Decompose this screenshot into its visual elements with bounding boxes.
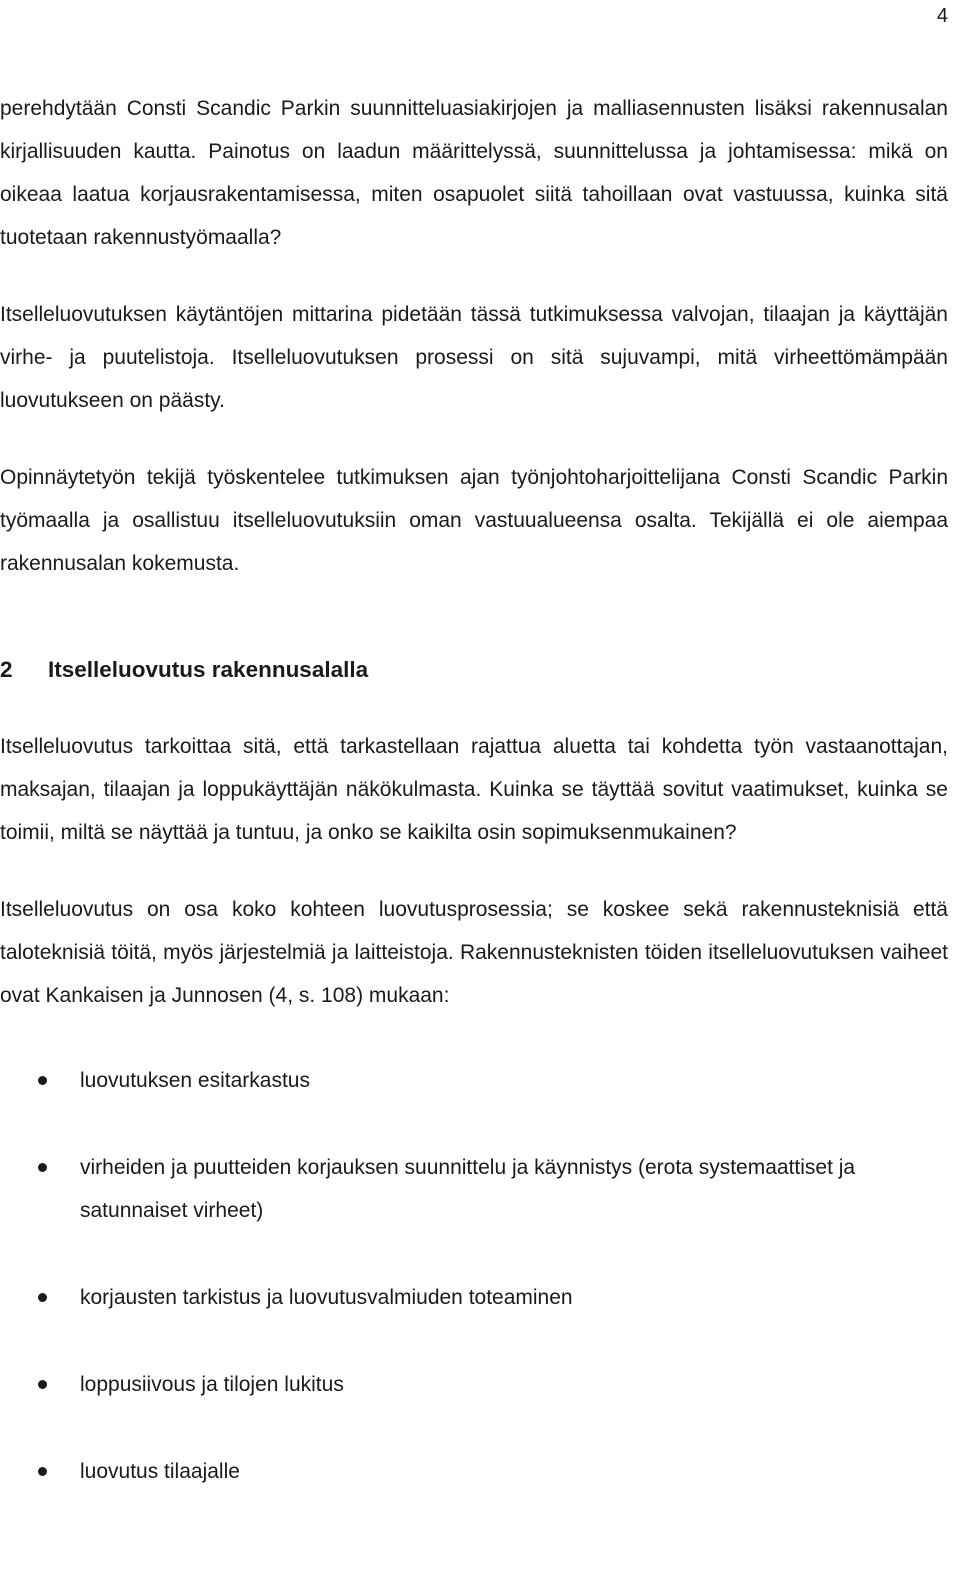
bullet-icon <box>0 1146 80 1232</box>
phase-list <box>0 1059 948 1493</box>
metrics-paragraph: Itselleluovutuksen käytäntöjen mittarina pidetään tässä tutkimuksessa valvojan, tilaajan ja käyttäjän virhe- ja puutelistoja. Itselleluovutuksen prosessi on sitä sujuvampi, mitä virheettömämpään luovutukseen on päästy. <box>0 303 948 412</box>
list-item <box>0 1059 948 1102</box>
section-heading <box>0 655 948 685</box>
list-item-text: virheiden ja puutteiden korjauksen suunnittelu ja käynnistys (erota systemaattiset ja satunnaiset virheet) <box>80 1156 856 1222</box>
list-item <box>0 1363 948 1406</box>
page-number: 4 <box>936 5 948 27</box>
process-paragraph: Itselleluovutus on osa koko kohteen luovutusprosessia; se koskee sekä rakennusteknisiä että taloteknisiä töitä, myös järjestelmiä ja laitteistoja. Rakennusteknisten töiden itselleluovutuksen vaiheet ovat Kankaisen ja Junnosen (4, s. 108) mukaan: <box>0 898 948 1007</box>
intro-paragraph: perehdytään Consti Scandic Parkin suunnitteluasiakirjojen ja malliasennusten lisäksi rakennusalan kirjallisuuden kautta. Painotus on laadun määrittelyssä, suunnittelussa ja johtamisessa: mikä on oikeaa laatua korjausrakentamisessa, miten osapuolet siitä tahoillaan ovat vastuussa, kuinka sitä tuotetaan rakennustyömaalla? <box>0 97 948 249</box>
list-item-text: korjausten tarkistus ja luovutusvalmiuden toteaminen <box>80 1286 573 1309</box>
bullet-icon <box>0 1059 80 1102</box>
list-item-text: loppusiivous ja tilojen lukitus <box>80 1373 344 1396</box>
list-item <box>0 1146 948 1232</box>
bullet-icon <box>0 1276 80 1319</box>
section-title: Itselleluovutus rakennusalalla <box>48 657 369 682</box>
list-item <box>0 1450 948 1493</box>
list-item <box>0 1276 948 1319</box>
bullet-icon <box>0 1363 80 1406</box>
document-page <box>0 87 948 1493</box>
author-paragraph: Opinnäytetyön tekijä työskentelee tutkimuksen ajan työnjohtoharjoittelijana Consti Scandic Parkin työmaalla ja osallistuu itselleluovutuksiin oman vastuualueensa osalta. Tekijällä ei ole aiempaa rakennusalan kokemusta. <box>0 466 948 575</box>
section-number: 2 <box>0 657 13 682</box>
list-item-text: luovutuksen esitarkastus <box>80 1069 310 1092</box>
list-item-text: luovutus tilaajalle <box>80 1460 240 1483</box>
definition-paragraph: Itselleluovutus tarkoittaa sitä, että tarkastellaan rajattua aluetta tai kohdetta työn vastaanottajan, maksajan, tilaajan ja loppukäyttäjän näkökulmasta. Kuinka se täyttää sovitut vaatimukset, kuinka se toimii, miltä se näyttää ja tuntuu, ja onko se kaikilta osin sopimuksenmukainen? <box>0 735 948 844</box>
bullet-icon <box>0 1450 80 1493</box>
